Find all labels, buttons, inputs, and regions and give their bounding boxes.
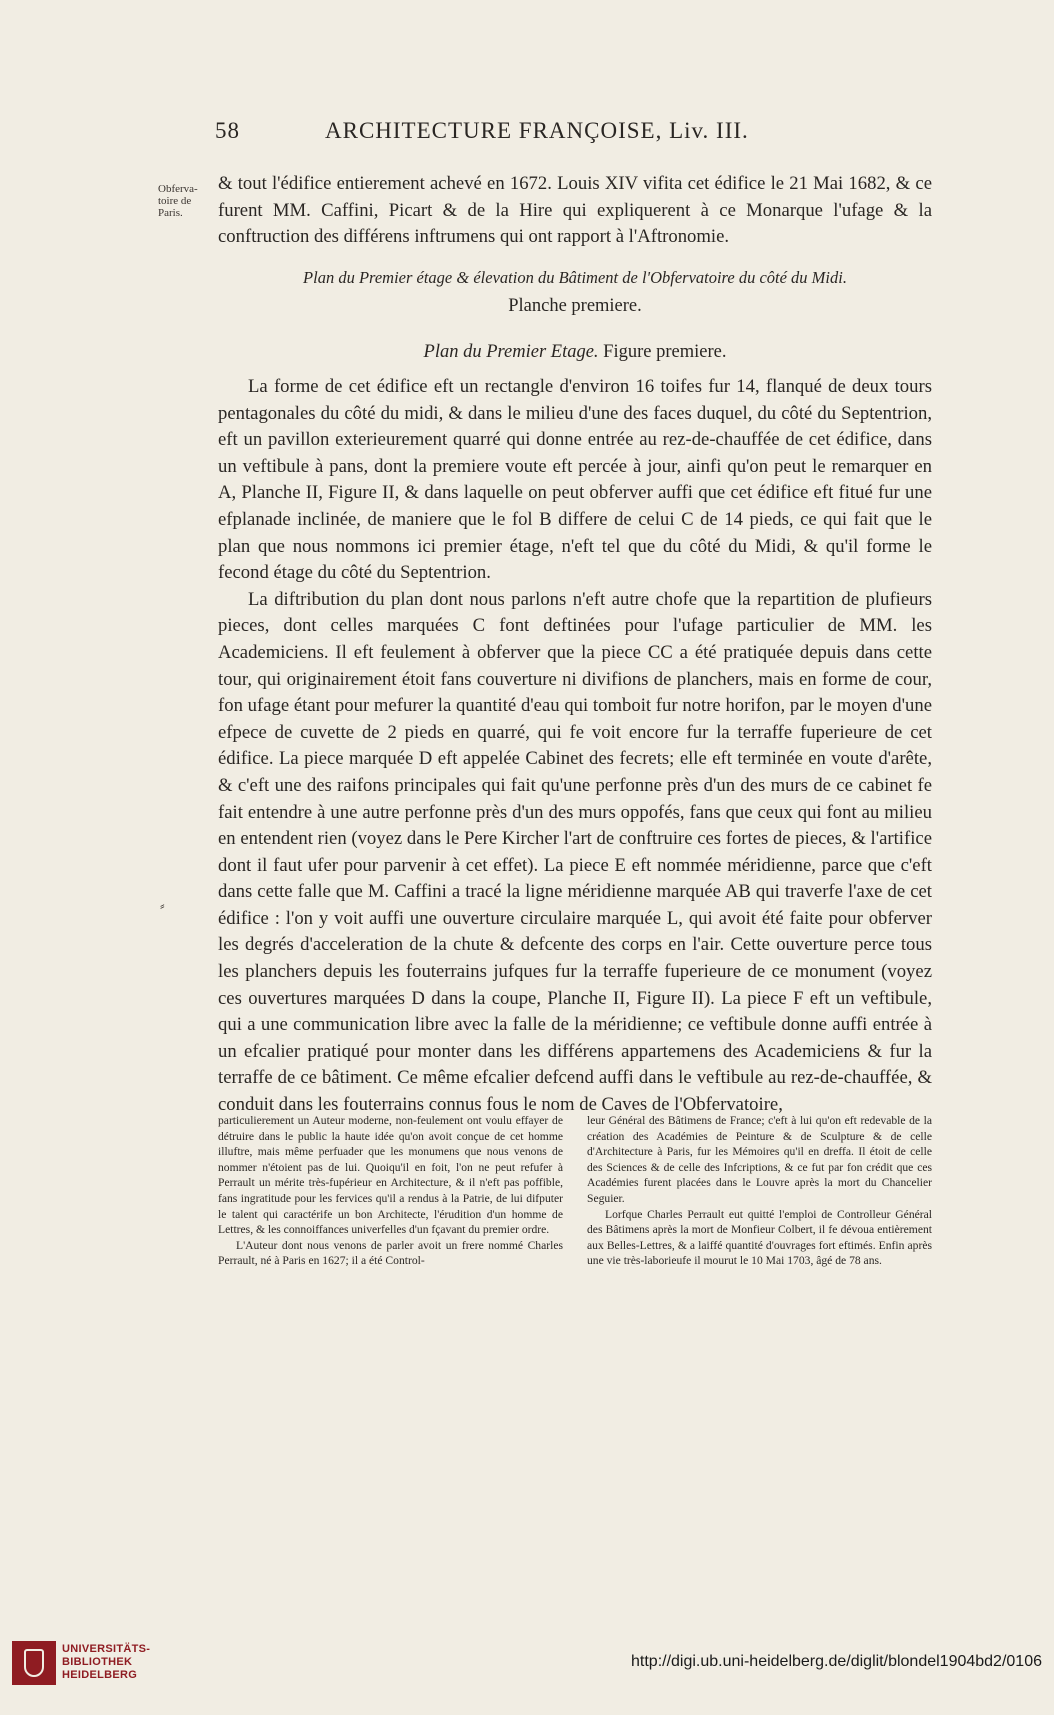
footnotes	[218, 1113, 932, 1269]
logo-line: HEIDELBERG	[62, 1669, 138, 1681]
footer-bar	[0, 1637, 1054, 1697]
figure-title	[218, 342, 932, 363]
footnote-column-left	[218, 1113, 563, 1269]
running-header	[215, 118, 835, 144]
figure-title-italic: Plan du Premier Etage.	[423, 342, 599, 362]
university-library-logo-icon[interactable]	[12, 1641, 56, 1685]
intro-paragraph	[218, 171, 932, 251]
library-logo-text[interactable]	[62, 1643, 150, 1682]
footnote-paragraph: L'Auteur dont nous venons de parler avoit un frere nommé Charles Perrault, né à Paris en 1627; il a été Control-	[218, 1238, 563, 1268]
running-title: ARCHITECTURE FRANÇOISE, Liv. III.	[325, 118, 749, 143]
footnote-paragraph: Lorfque Charles Perrault eut quitté l'emploi de Controlleur Général des Bâtimens après la mort de Monfieur Colbert, il fe dévoua entièrement aux Belles-Lettres, & a laiffé quantité d'ouvrages fort eftimés. Enfin après une vie très-laborieufe il mourut le 10 Mai 1703, âgé de 78 ans.	[587, 1207, 932, 1268]
figure-title-rest: Figure premiere.	[598, 342, 727, 362]
main-text	[218, 374, 932, 1119]
intro-text: & tout l'édifice entierement achevé en 1672. Louis XIV vifita cet édifice le 21 Mai 1682, & ce furent MM. Caffini, Picart & de la Hire qui expliquerent à ce Monarque l'ufage & la conftruction des différens inftrumens qui ont rapport à l'Aftronomie.	[218, 173, 932, 248]
page-number: 58	[215, 118, 240, 143]
margin-note: Obferva-toire de Paris.	[158, 183, 198, 219]
footnote-paragraph: particulierement un Auteur moderne, non-feulement ont voulu effayer de détruire dans le public la haute idée qu'on avoit conçue de cet homme illuftre, mais même perfuader que les monumens que nous venons de nommer n'étoient pas de lui. Quoiqu'il en foit, l'on ne peut refufer à Perrault un mérite très-fupérieur en Architecture, & il n'eft pas poffible, fans ingratitude pour les fervices qu'il a rendus à la Patrie, de lui difputer le talent qui caractérife un bon Architecte, l'érudition d'un homme de Lettres, & les connoiffances univerfelles d'un fçavant du premier ordre.	[218, 1114, 563, 1237]
logo-line: BIBLIOTHEK	[62, 1656, 133, 1668]
permalink-url[interactable]: http://digi.ub.uni-heidelberg.de/diglit/blondel1904bd2/0106	[631, 1653, 1042, 1670]
logo-line: UNIVERSITÄTS-	[62, 1643, 151, 1655]
footnote-column-right	[587, 1113, 932, 1269]
paragraph: La forme de cet édifice eft un rectangle d'environ 16 toifes fur 14, flanqué de deux tours pentagonales du côté du midi, & dans le milieu d'une des faces duquel, du côté du Septentrion, eft un pavillon exterieurement quarré qui donne entrée au rez-de-chauffée de cet édifice, dans un veftibule à pans, dont la premiere voute eft percée à jour, ainfi qu'on peut le remarquer en A, Planche II, Figure II, & dans laquelle on peut obferver auffi que cet édifice eft fitué fur une efplanade inclinée, de maniere que le fol B differe de celui C de 14 pieds, ce qui fait que le plan que nous nommons ici premier étage, n'eft tel que du côté du Midi, & qu'il forme le fecond étage du côté du Septentrion.	[218, 376, 932, 584]
plan-title: Plan du Premier étage & élevation du Bâtiment de l'Obfervatoire du côté du Midi.	[303, 268, 847, 287]
paragraph: La diftribution du plan dont nous parlons n'eft autre chofe que la repartition de plufieurs pieces, dont celles marquées C font deftinées pour l'ufage particulier de MM. les Academiciens. Il eft feulement à obferver que la piece CC a été pratiquée depuis dans cette tour, qui originairement étoit fans couverture ni divifions de planchers, mais en forme de cour, fon ufage étant pour mefurer la quantité d'eau qui tomboit fur notre horifon, par le moyen d'une efpece de cuvette de 2 pieds en quarré, qui fe voit encore fur la terraffe fuperieure de cet édifice. La piece marquée D eft appelée Cabinet des fecrets; elle eft terminée en voute d'arête, & c'eft une des raifons principales qui fait qu'une perfonne près d'un des murs de ce cabinet fe fait entendre à une autre perfonne près d'un des murs oppofés, fans que ceux qui font au milieu en entendent rien (voyez dans le Pere Kircher l'art de conftruire ces fortes de pieces, & l'artifice dont il faut ufer pour parvenir à cet effet). La piece E eft nommée méridienne, parce que c'eft dans cette falle que M. Caffini a tracé la ligne méridienne marquée AB qui traverfe l'axe de cet édifice : l'on y voit auffi une ouverture circulaire marquée L, qui avoit été faite pour obferver les degrés d'acceleration de la chute & defcente des corps en l'air. Cette ouverture perce tous les planchers depuis les fouterrains jufques fur la terraffe fuperieure de ce monument (voyez ces ouvertures marquées D dans la coupe, Planche II, Figure II). La piece F eft un veftibule, qui a une communication libre avec la falle de la méridienne; ce veftibule donne auffi entrée à un efcalier pratiqué pour monter dans les différens appartemens des Academiciens & fur la terraffe de ce bâtiment. Ce même efcalier defcend auffi dans le veftibule au rez-de-chauffée, & conduit dans les fouterrains connus fous le nom de Caves de l'Obfervatoire,	[218, 588, 932, 1116]
footnote-paragraph: leur Général des Bâtimens de France; c'eft à lui qu'on eft redevable de la création des Académies de Peinture & de Sculpture & de celle d'Architecture à Paris, fur les Mémoires qu'il en dreffa. Il étoit de celle des Sciences & de celle des Infcriptions, & ce fut par fon crédit que ces Académies furent placées dans le Louvre après la mort du Chancelier Seguier.	[587, 1114, 932, 1205]
margin-mark: ⸗	[160, 898, 165, 914]
plate-title: Planche premiere.	[508, 296, 642, 316]
